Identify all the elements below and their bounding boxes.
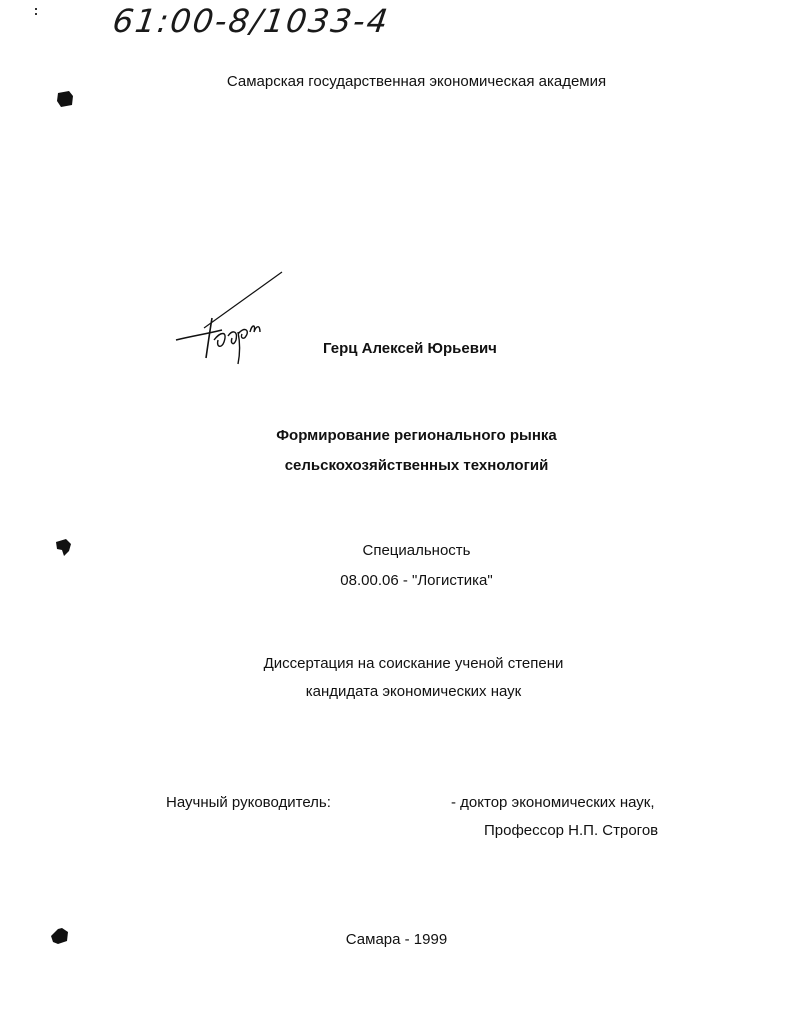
dissertation-title-line-2: сельскохозяйственных технологий xyxy=(284,457,549,474)
scan-mark-icon xyxy=(35,8,37,16)
dissertation-degree-line-2: кандидата экономических наук xyxy=(305,683,522,700)
signature-icon xyxy=(172,270,287,370)
archive-number: 61:00-8/1033-4 xyxy=(110,2,392,40)
specialty-label: Специальность xyxy=(362,542,471,559)
advisor-name: Профессор Н.П. Строгов xyxy=(484,822,659,839)
specialty-value: 08.00.06 - "Логистика" xyxy=(340,572,493,589)
dissertation-degree-line-1: Диссертация на соискание ученой степени xyxy=(263,655,564,672)
dissertation-title-line-1: Формирование регионального рынка xyxy=(276,427,557,444)
advisor-label: Научный руководитель: xyxy=(166,794,331,811)
author-name: Герц Алексей Юрьевич xyxy=(323,340,497,357)
city-year: Самара - 1999 xyxy=(345,931,448,948)
punch-hole-mark-icon xyxy=(55,90,75,108)
advisor-degree: - доктор экономических наук, xyxy=(451,794,655,811)
institution-name: Самарская государственная экономическая академия xyxy=(226,73,607,90)
